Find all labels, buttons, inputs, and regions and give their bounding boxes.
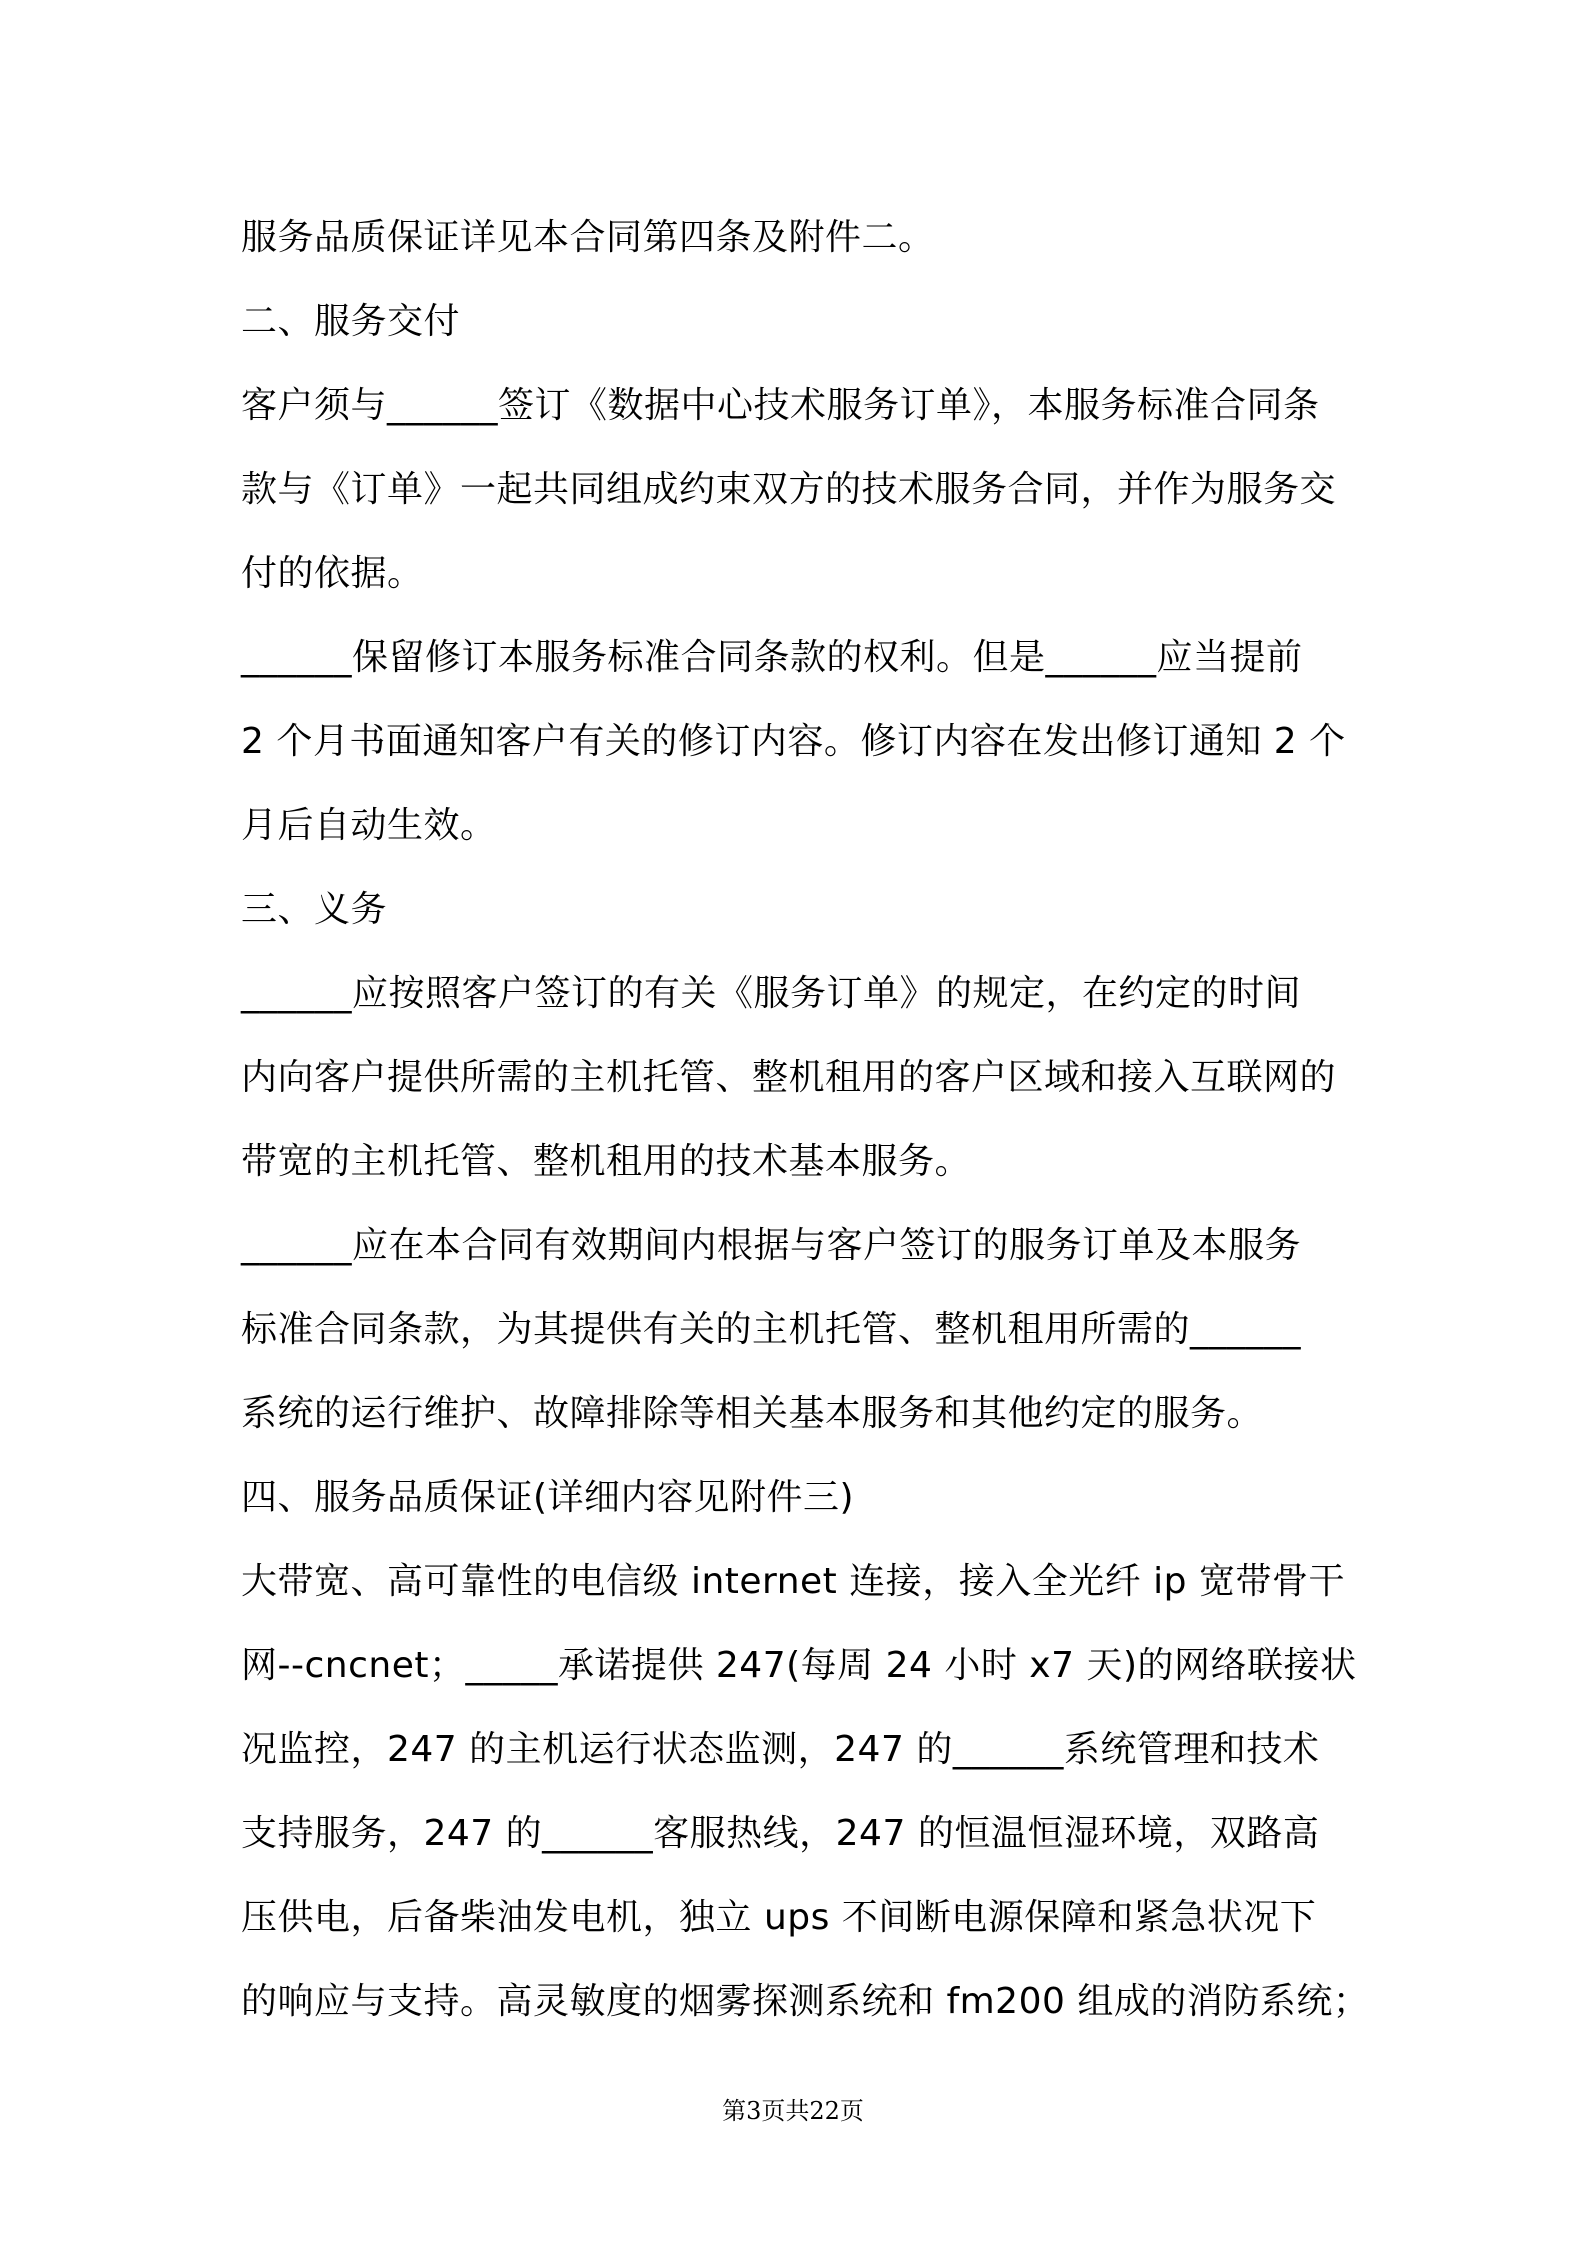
document-body — [241, 196, 1370, 2044]
section-heading: 三、义务 — [241, 889, 388, 930]
body-line: 压供电，后备柴油发电机，独立 ups 不间断电源保障和紧急状况下 — [241, 1897, 1317, 1938]
body-line: 内向客户提供所需的主机托管、整机租用的客户区域和接入互联网的 — [241, 1057, 1337, 1098]
body-line: 2 个月书面通知客户有关的修订内容。修订内容在发出修订通知 2 个 — [241, 721, 1346, 762]
body-line: 客户须与______签订《数据中心技术服务订单》，本服务标准合同条 — [241, 385, 1320, 426]
body-line: ______保留修订本服务标准合同条款的权利。但是______应当提前 — [241, 637, 1303, 678]
body-line: ______应在本合同有效期间内根据与客户签订的服务订单及本服务 — [241, 1225, 1302, 1266]
body-line: 况监控，247 的主机运行状态监测，247 的______系统管理和技术 — [241, 1729, 1320, 1770]
body-line: 支持服务，247 的______客服热线，247 的恒温恒湿环境，双路高 — [241, 1813, 1320, 1854]
body-line: 系统的运行维护、故障排除等相关基本服务和其他约定的服务。 — [241, 1393, 1264, 1434]
page-number-footer: 第3页共22页 — [722, 2097, 864, 2125]
body-line: 服务品质保证详见本合同第四条及附件二。 — [241, 217, 935, 258]
body-line: 付的依据。 — [241, 553, 424, 594]
body-line: 款与《订单》一起共同组成约束双方的技术服务合同，并作为服务交 — [241, 469, 1337, 510]
body-line: 月后自动生效。 — [241, 805, 497, 846]
body-line: 网--cncnet；_____承诺提供 247(每周 24 小时 x7 天)的网络联接状 — [241, 1645, 1357, 1686]
section-heading: 二、服务交付 — [241, 301, 461, 342]
body-line: 带宽的主机托管、整机租用的技术基本服务。 — [241, 1141, 972, 1182]
body-line: ______应按照客户签订的有关《服务订单》的规定，在约定的时间 — [241, 973, 1302, 1014]
body-line: 标准合同条款，为其提供有关的主机托管、整机租用所需的______ — [241, 1309, 1302, 1350]
section-heading: 四、服务品质保证(详细内容见附件三) — [241, 1477, 855, 1518]
body-line: 的响应与支持。高灵敏度的烟雾探测系统和 fm200 组成的消防系统； — [241, 1981, 1370, 2022]
body-line: 大带宽、高可靠性的电信级 internet 连接，接入全光纤 ip 宽带骨干 — [241, 1561, 1345, 1602]
